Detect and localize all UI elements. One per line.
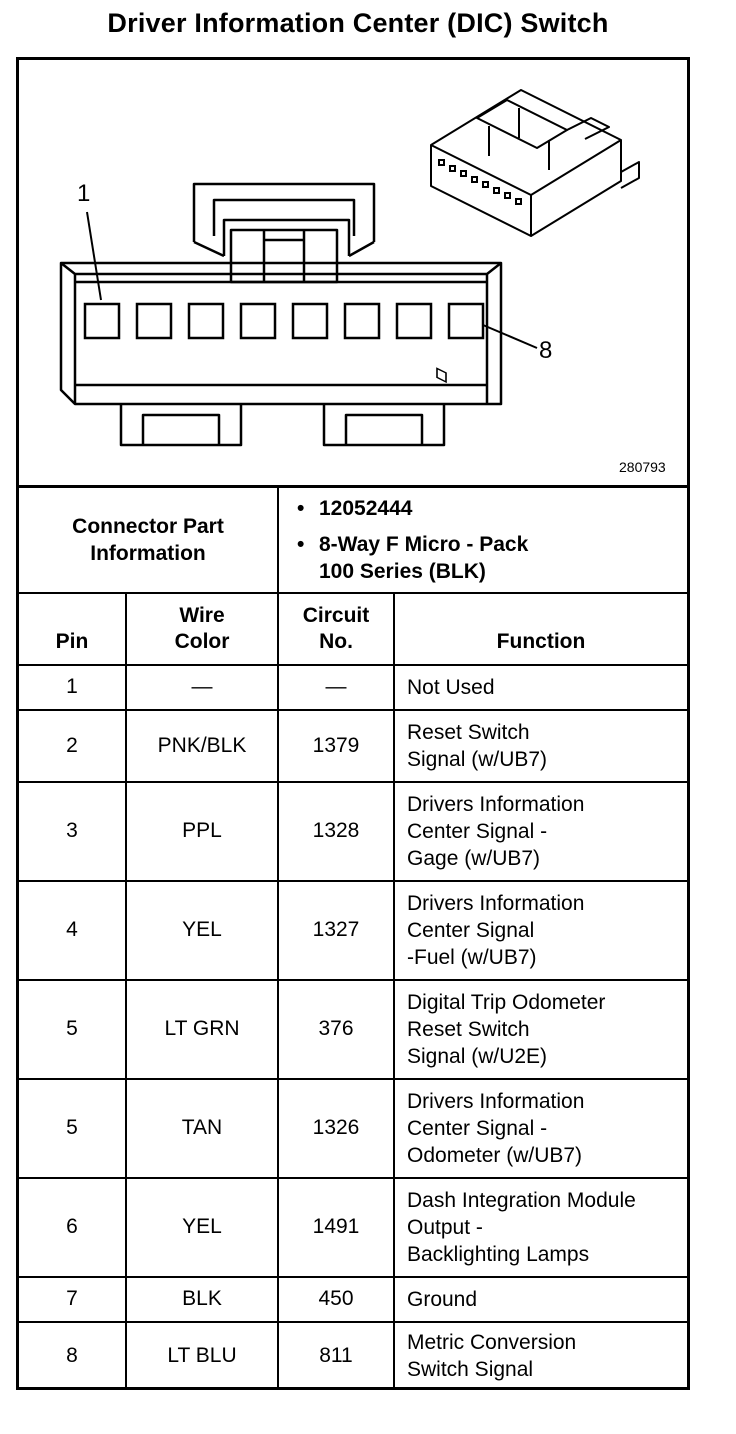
- circuit-cell: 376: [278, 980, 394, 1079]
- table-row: [19, 1079, 687, 1178]
- table-row: [19, 1322, 687, 1390]
- figure-number: 280793: [619, 459, 666, 475]
- table-row: [19, 710, 687, 782]
- foot-left: [121, 404, 241, 445]
- wire-color-cell: YEL: [126, 1178, 278, 1277]
- circuit-cell: 450: [278, 1277, 394, 1322]
- page-title: Driver Information Center (DIC) Switch: [107, 8, 609, 38]
- circuit-cell: 1326: [278, 1079, 394, 1178]
- circuit-cell: 1328: [278, 782, 394, 881]
- function-cell: Dash Integration Module Output - Backlighting Lamps: [394, 1178, 687, 1277]
- wire-color-cell: BLK: [126, 1277, 278, 1322]
- pin-cell: 4: [19, 881, 126, 980]
- connector-part-number: • 12052444: [297, 496, 413, 520]
- foot-right: [324, 404, 444, 445]
- circuit-cell: 811: [278, 1322, 394, 1390]
- pin-cavity-6: [345, 304, 379, 338]
- pin-cell: 5: [19, 980, 126, 1079]
- connector-info-row: [19, 487, 687, 593]
- function-cell: Reset Switch Signal (w/UB7): [394, 710, 687, 782]
- header-circuit-no: Circuit No.: [278, 593, 394, 665]
- function-cell: Metric Conversion Switch Signal: [394, 1322, 687, 1390]
- connector-info-label: Connector Part Information: [19, 487, 278, 593]
- header-function: Function: [394, 593, 687, 665]
- pin-cavities: [85, 304, 483, 338]
- connector-face-drawing: [19, 60, 687, 486]
- pin-cavity-1: [85, 304, 119, 338]
- connector-info-list: [278, 487, 687, 593]
- connector-body: [61, 263, 501, 404]
- table-row: [19, 665, 687, 710]
- table-row: [19, 881, 687, 980]
- header-pin: Pin: [19, 593, 126, 665]
- iso-pin-row: [438, 159, 522, 205]
- pin-cavity-8: [449, 304, 483, 338]
- table-header-row: [19, 593, 687, 665]
- function-cell: Drivers Information Center Signal - Gage (w/UB7): [394, 782, 687, 881]
- iso-pin-cavities: [437, 368, 446, 381]
- pin1-label: 1: [77, 180, 91, 207]
- wire-color-cell: YEL: [126, 881, 278, 980]
- header-wire-color: Wire Color: [126, 593, 278, 665]
- circuit-cell: —: [278, 665, 394, 710]
- wire-color-cell: LT GRN: [126, 980, 278, 1079]
- function-cell: Drivers Information Center Signal -Fuel (w/UB7): [394, 881, 687, 980]
- wire-color-cell: PPL: [126, 782, 278, 881]
- connector-type: • 8-Way F Micro - Pack 100 Series (BLK): [297, 532, 529, 583]
- wire-color-cell: —: [126, 665, 278, 710]
- circuit-cell: 1379: [278, 710, 394, 782]
- pin-cell: 6: [19, 1178, 126, 1277]
- pin-cavity-5: [293, 304, 327, 338]
- pin8-leader: [483, 325, 537, 348]
- pin-cell: 7: [19, 1277, 126, 1322]
- connector-iso-view: [431, 90, 639, 236]
- function-cell: Drivers Information Center Signal - Odometer (w/UB7): [394, 1079, 687, 1178]
- pinout-table: [19, 485, 687, 1390]
- pin1-leader: [87, 212, 101, 300]
- table-row: [19, 980, 687, 1079]
- table-row: [19, 1178, 687, 1277]
- wire-color-cell: TAN: [126, 1079, 278, 1178]
- connector-diagram: [19, 60, 687, 486]
- pin8-label: 8: [539, 337, 553, 364]
- wire-color-cell: LT BLU: [126, 1322, 278, 1390]
- pin-cavity-3: [189, 304, 223, 338]
- pin-cell: 5: [19, 1079, 126, 1178]
- wire-color-cell: PNK/BLK: [126, 710, 278, 782]
- connector-sheet: [16, 57, 690, 1390]
- table-row: [19, 1277, 687, 1322]
- function-cell: Ground: [394, 1277, 687, 1322]
- pin-cavity-4: [241, 304, 275, 338]
- function-cell: Not Used: [394, 665, 687, 710]
- circuit-cell: 1491: [278, 1178, 394, 1277]
- pin-cavity-2: [137, 304, 171, 338]
- circuit-cell: 1327: [278, 881, 394, 980]
- latch-outer: [194, 184, 374, 242]
- pin-cell: 2: [19, 710, 126, 782]
- pin-cell: 3: [19, 782, 126, 881]
- pin-cell: 1: [19, 665, 126, 710]
- pin-cell: 8: [19, 1322, 126, 1390]
- table-row: [19, 782, 687, 881]
- function-cell: Digital Trip Odometer Reset Switch Signal (w/U2E): [394, 980, 687, 1079]
- pin-cavity-7: [397, 304, 431, 338]
